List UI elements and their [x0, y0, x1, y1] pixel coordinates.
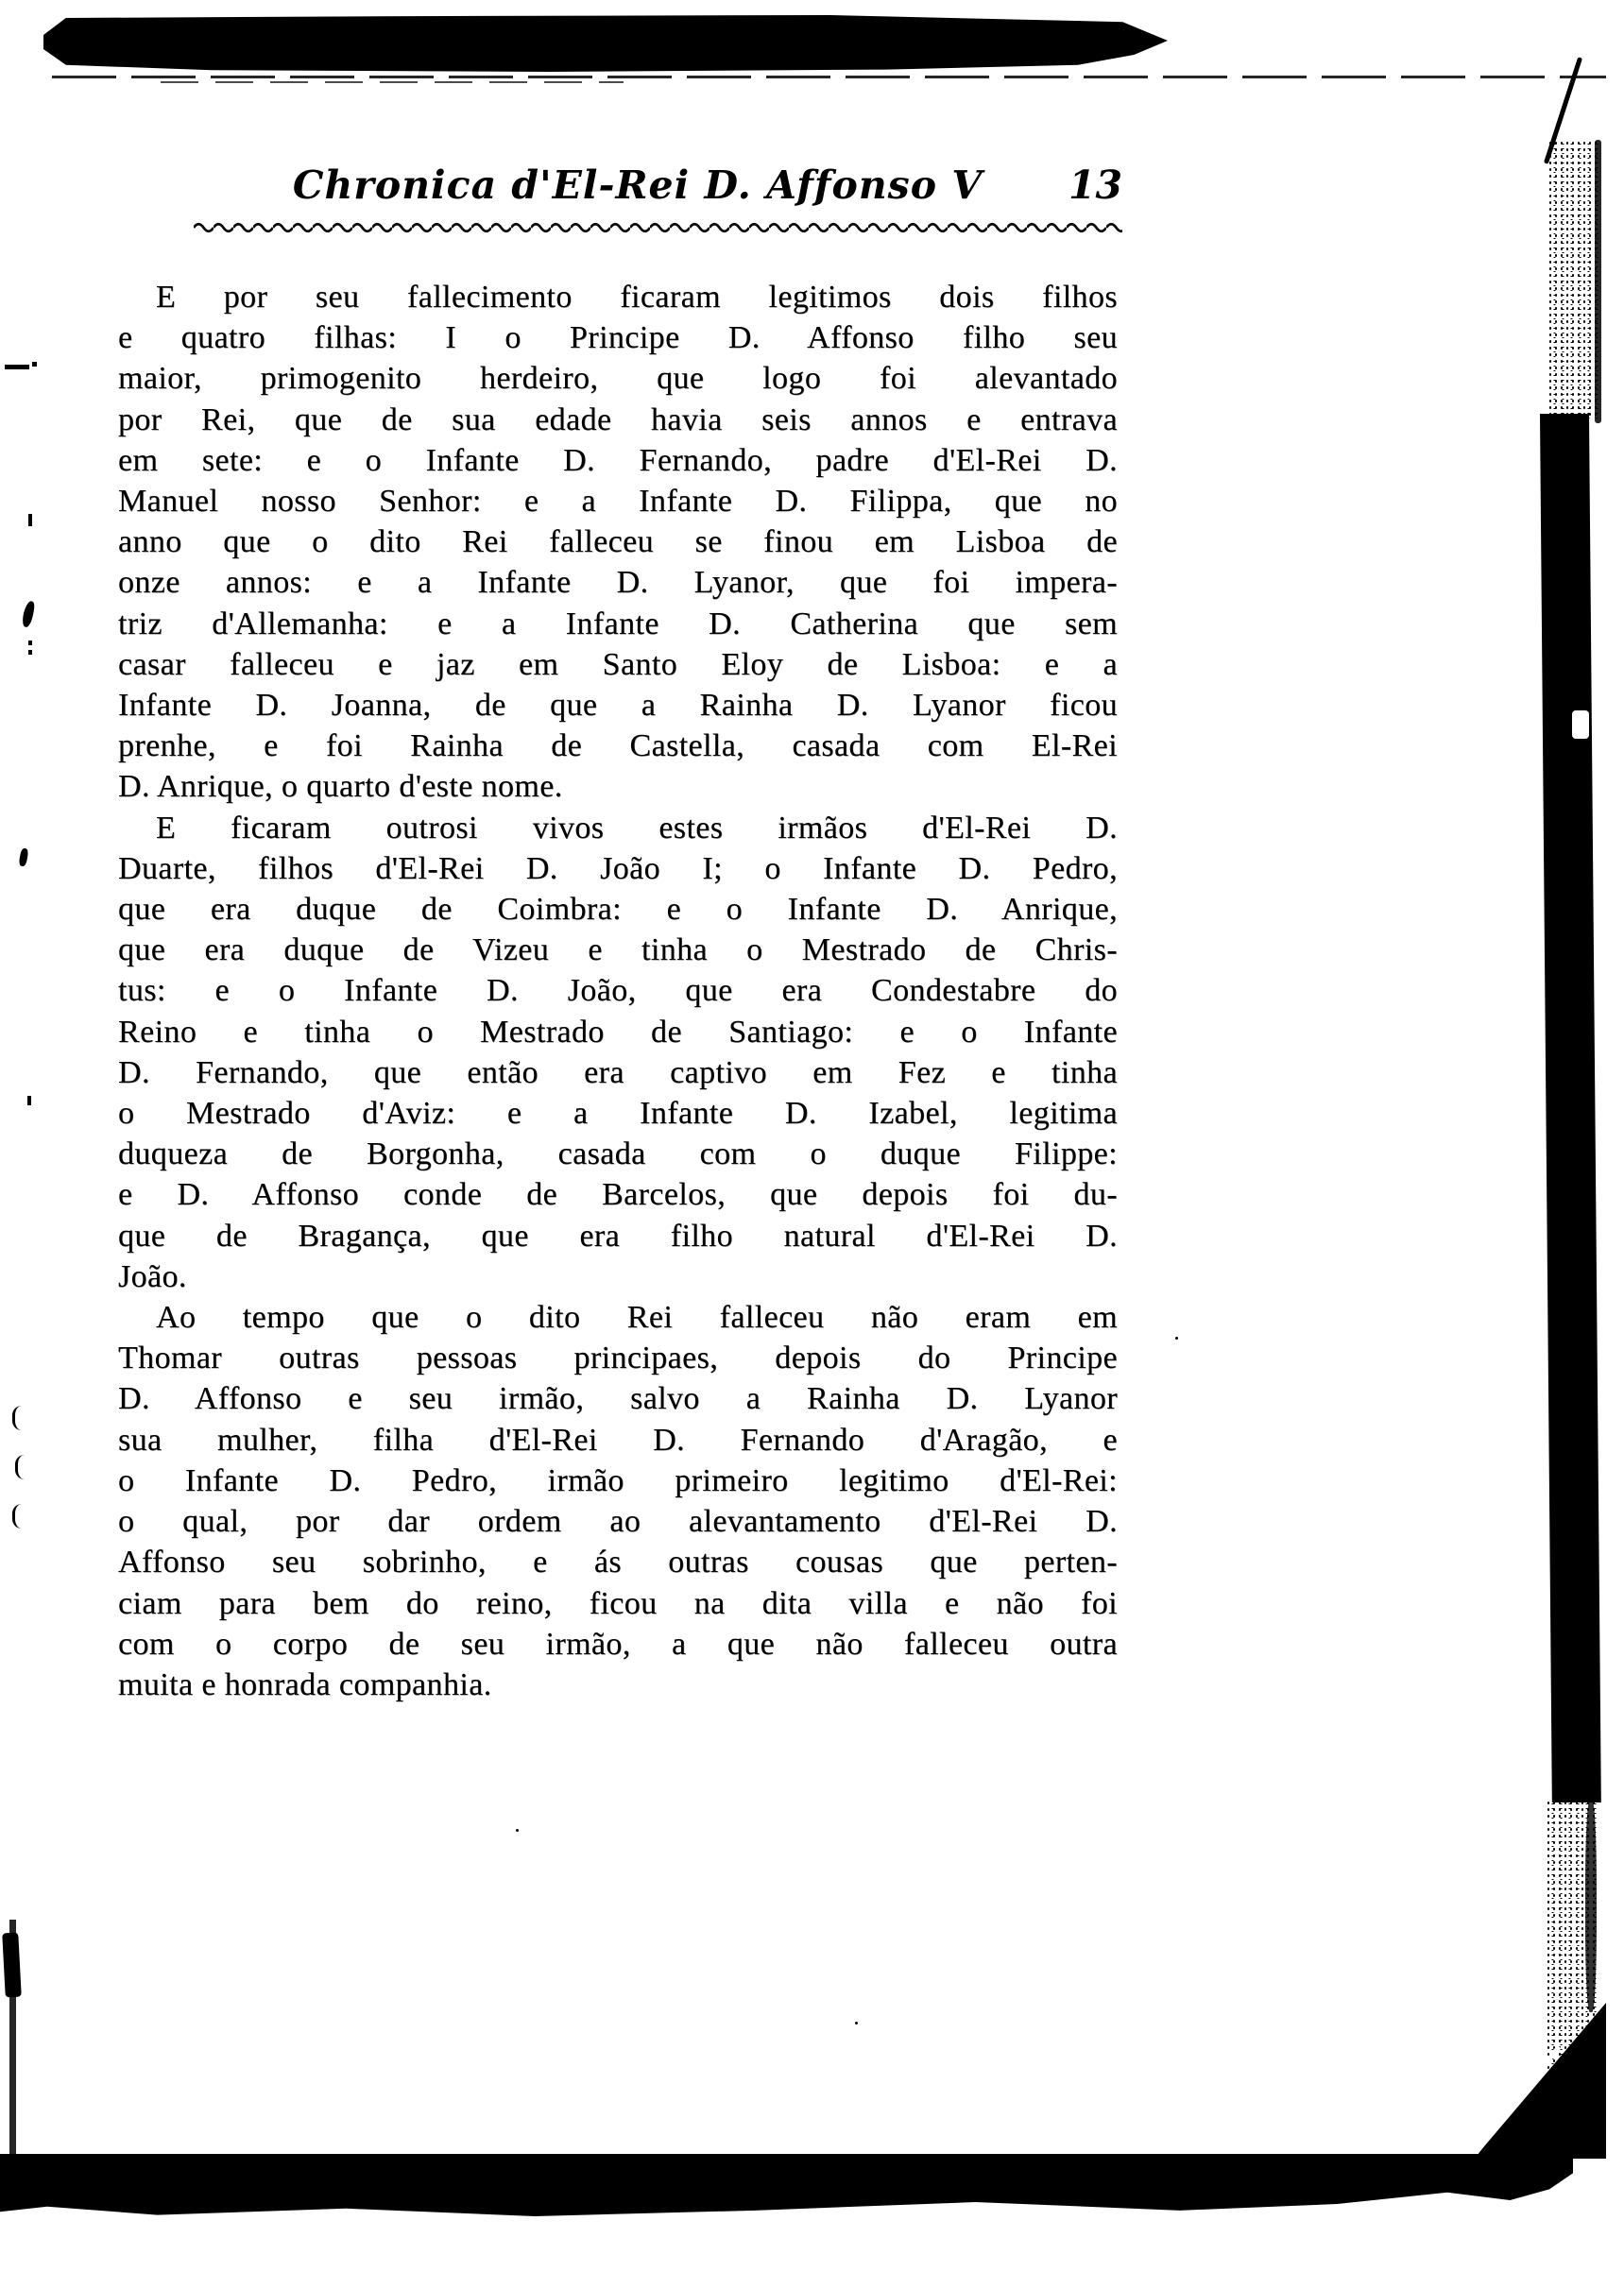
scan-artifact-right-bar [1540, 414, 1601, 1802]
scan-artifact-top-rule-2 [161, 81, 624, 83]
text-line: anno que o dito Rei falleceu se finou em Lisboa de [118, 524, 1118, 560]
page-header-title: Chronica d'El-Rei D. Affonso V [292, 162, 983, 208]
text-line: ciam para bem do reino, ficou na dita villa e não foi [118, 1585, 1118, 1621]
text-line: casar falleceu e jaz em Santo Eloy de Lisboa: e a [118, 646, 1118, 682]
text-line: prenhe, e foi Rainha de Castella, casada com El-Rei [118, 728, 1118, 764]
text-line: João. [118, 1258, 187, 1294]
text-line: o qual, por dar ordem ao alevantamento d'El-Rei D. [118, 1504, 1118, 1540]
scan-artifact-top-bar [43, 15, 1168, 72]
scan-speck [28, 641, 32, 645]
scan-speck [12, 1406, 23, 1430]
scan-artifact-right-speckle-top [1547, 140, 1600, 419]
text-line: Duarte, filhos d'El-Rei D. João I; o Infante D. Pedro, [118, 850, 1118, 886]
text-line: em sete: e o Infante D. Fernando, padre d'El-Rei D. [118, 442, 1118, 478]
scan-speck [28, 650, 32, 655]
text-line: triz d'Allemanha: e a Infante D. Catherina que sem [118, 606, 1118, 641]
text-line: o Mestrado d'Aviz: e a Infante D. Izabel, legitima [118, 1096, 1118, 1132]
text-line: duqueza de Borgonha, casada com o duque Filippe: [118, 1136, 1118, 1172]
text-line: e quatro filhas: I o Principe D. Affonso filho seu [118, 320, 1118, 356]
scan-speck [28, 514, 32, 526]
text-line: tus: e o Infante D. João, que era Condestabre do [118, 973, 1118, 1009]
scan-speck [21, 600, 36, 627]
scan-artifact-left-blob [2, 1933, 22, 1998]
text-line: que era duque de Vizeu e tinha o Mestrado de Chris- [118, 932, 1118, 968]
text-line: Manuel nosso Senhor: e a Infante D. Filippa, que no [118, 484, 1118, 520]
text-line: com o corpo de seu irmão, a que não falleceu outra [118, 1626, 1118, 1662]
scan-speck [18, 847, 28, 866]
text-line: Thomar outras pessoas principaes, depois do Principe [118, 1341, 1118, 1376]
text-line: onze annos: e a Infante D. Lyanor, que foi impera- [118, 565, 1118, 601]
text-line: o Infante D. Pedro, irmão primeiro legitimo d'El-Rei: [118, 1462, 1118, 1498]
scan-artifact-top-rule [52, 76, 1606, 78]
text-line: maior, primogenito herdeiro, que logo foi alevantado [118, 361, 1118, 397]
text-line: D. Anrique, o quarto d'este nome. [118, 769, 563, 805]
text-line: e D. Affonso conde de Barcelos, que depois foi du- [118, 1177, 1118, 1213]
text-line: E ficaram outrosi vivos estes irmãos d'El-Rei D. [156, 810, 1118, 846]
scan-artifact-bottom-band [0, 2154, 1573, 2218]
wavy-rule [194, 218, 1122, 233]
scan-speck [855, 2022, 858, 2024]
scan-speck [27, 1096, 31, 1105]
text-line: Reino e tinha o Mestrado de Santiago: e o Infante [118, 1014, 1118, 1050]
text-line: E por seu fallecimento ficaram legitimos dois filhos [156, 280, 1118, 315]
scan-speck [516, 1829, 519, 1832]
text-line: D. Affonso e seu irmão, salvo a Rainha D. Lyanor [118, 1381, 1118, 1417]
scan-speck [15, 1455, 26, 1479]
text-line: muita e honrada companhia. [118, 1666, 492, 1702]
text-line: sua mulher, filha d'El-Rei D. Fernando d'Aragão, e [118, 1422, 1118, 1458]
scan-speck [1175, 1337, 1178, 1340]
text-line: que era duque de Coimbra: e o Infante D. Anrique, [118, 892, 1118, 928]
scan-speck [5, 365, 29, 369]
scan-artifact-right-sliver-bottom [1585, 1800, 1597, 2012]
text-line: Ao tempo que o dito Rei falleceu não eram em [156, 1300, 1118, 1336]
scan-artifact-right-sliver-top [1595, 140, 1601, 423]
text-line: que de Bragança, que era filho natural d'El-Rei D. [118, 1218, 1118, 1254]
scan-artifact-corner-wedge [1474, 2003, 1606, 2159]
text-line: Affonso seu sobrinho, e ás outras cousas que perten- [118, 1545, 1118, 1580]
page-number: 13 [1068, 162, 1122, 208]
text-line: Infante D. Joanna, de que a Rainha D. Lyanor ficou [118, 688, 1118, 724]
text-line: D. Fernando, que então era captivo em Fez e tinha [118, 1054, 1118, 1090]
scan-speck [32, 362, 37, 367]
text-block [118, 277, 1118, 1705]
text-line: por Rei, que de sua edade havia seis annos e entrava [118, 401, 1118, 437]
scan-speck [12, 1504, 23, 1529]
scan-artifact-right-bar-notch [1572, 710, 1589, 739]
